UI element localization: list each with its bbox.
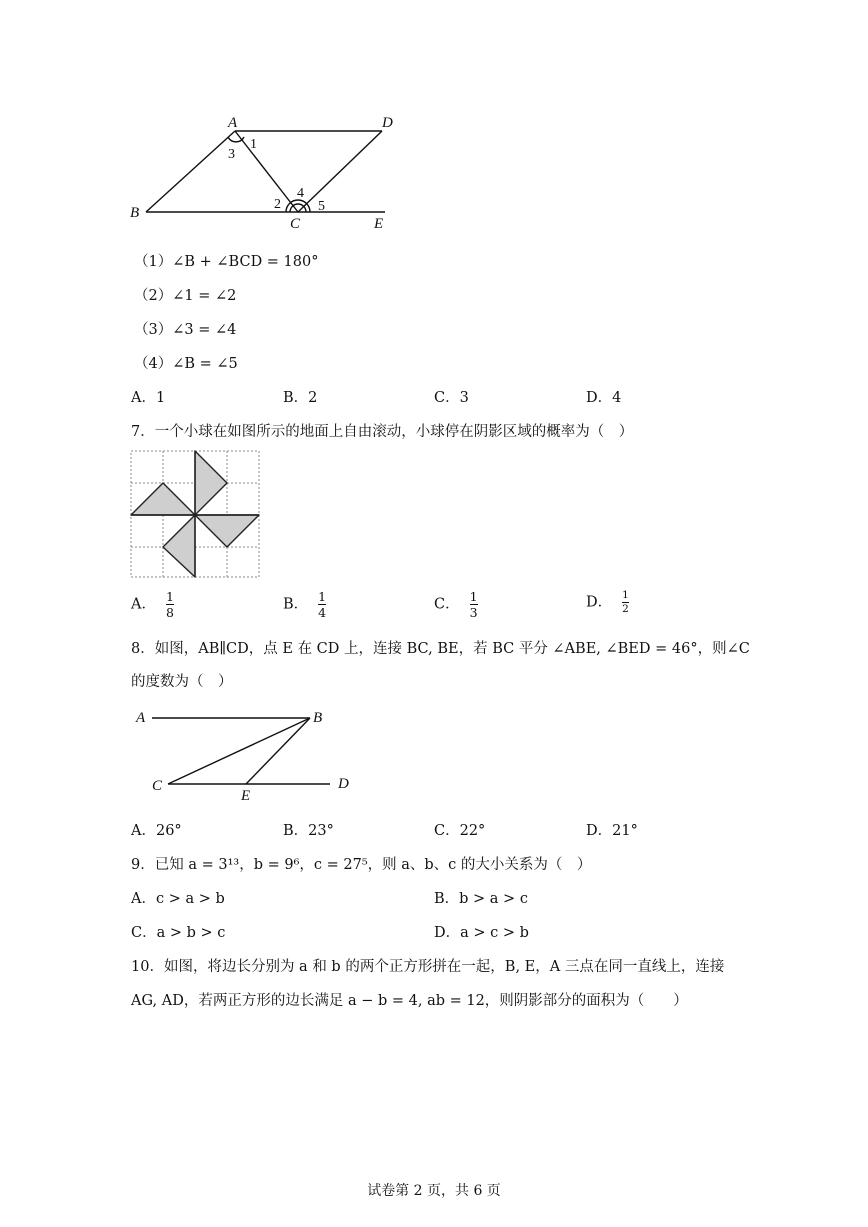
- q9-question: 9．已知 a = 3¹³，b = 9⁶，c = 27⁵，则 a、b、c 的大小关系为（ ）: [131, 857, 592, 873]
- q8-option-a: A．26°: [131, 823, 182, 839]
- q6-option-d: D．4: [586, 390, 622, 406]
- q8-option-d: D．21°: [586, 823, 638, 839]
- angle-4: 4: [297, 186, 304, 201]
- angle-1: 1: [250, 137, 257, 152]
- angle-2: 2: [274, 197, 281, 212]
- q7-option-b: B． $\frac{1}{4}$: [283, 589, 327, 621]
- label-C: C: [152, 778, 163, 794]
- q6-statement-4: （4）∠B = ∠5: [134, 356, 238, 372]
- q6-option-c: C．3: [434, 390, 469, 406]
- q7-question: 7．一个小球在如图所示的地面上自由滚动，小球停在阴影区域的概率为（ ）: [131, 424, 634, 440]
- q10-question-line2: AG, AD，若两正方形的边长满足 a − b = 4, ab = 12，则阴影部分的面积为（ ）: [131, 993, 688, 1009]
- q6-statement-1: （1）∠B + ∠BCD = 180°: [134, 254, 319, 270]
- q8-option-c: C．22°: [434, 823, 486, 839]
- label-E: E: [241, 788, 251, 804]
- q9-option-c: C．a > b > c: [131, 925, 226, 941]
- label-B: B: [313, 710, 323, 726]
- label-A: A: [228, 115, 238, 131]
- angle-3: 3: [228, 147, 235, 162]
- q8-question-line2: 的度数为（ ）: [131, 674, 233, 690]
- q8-option-b: B．23°: [283, 823, 334, 839]
- q7-option-c: C． $\frac{1}{3}$: [434, 589, 478, 621]
- q6-figure: [120, 110, 410, 235]
- label-A: A: [136, 710, 146, 726]
- q8-figure: [130, 700, 360, 805]
- angle-5: 5: [318, 199, 325, 214]
- label-D: D: [338, 776, 349, 792]
- q7-option-d: D． $\frac{1}{2}$: [586, 589, 629, 616]
- q9-option-d: D．a > c > b: [434, 925, 529, 941]
- label-E: E: [374, 216, 384, 232]
- q6-statement-3: （3）∠3 = ∠4: [134, 322, 237, 338]
- label-B: B: [130, 205, 140, 221]
- q6-option-b: B．2: [283, 390, 318, 406]
- page-footer: 试卷第 2 页，共 6 页: [367, 1183, 501, 1199]
- q9-option-b: B．b > a > c: [434, 891, 528, 907]
- q7-grid-figure: [130, 450, 261, 580]
- q9-option-a: A．c > a > b: [131, 891, 225, 907]
- q7-option-a: A． $\frac{1}{8}$: [131, 589, 174, 621]
- q6-option-a: A．1: [131, 390, 166, 406]
- label-D: D: [382, 115, 393, 131]
- q8-question-line1: 8．如图，AB∥CD，点 E 在 CD 上，连接 BC, BE，若 BC 平分 ∠ABE, ∠BED = 46°，则∠C: [131, 641, 750, 657]
- q10-question-line1: 10．如图，将边长分别为 a 和 b 的两个正方形拼在一起，B, E，A 三点在同一直线上，连接: [131, 959, 725, 975]
- label-C: C: [290, 216, 301, 232]
- q6-statement-2: （2）∠1 = ∠2: [134, 288, 237, 304]
